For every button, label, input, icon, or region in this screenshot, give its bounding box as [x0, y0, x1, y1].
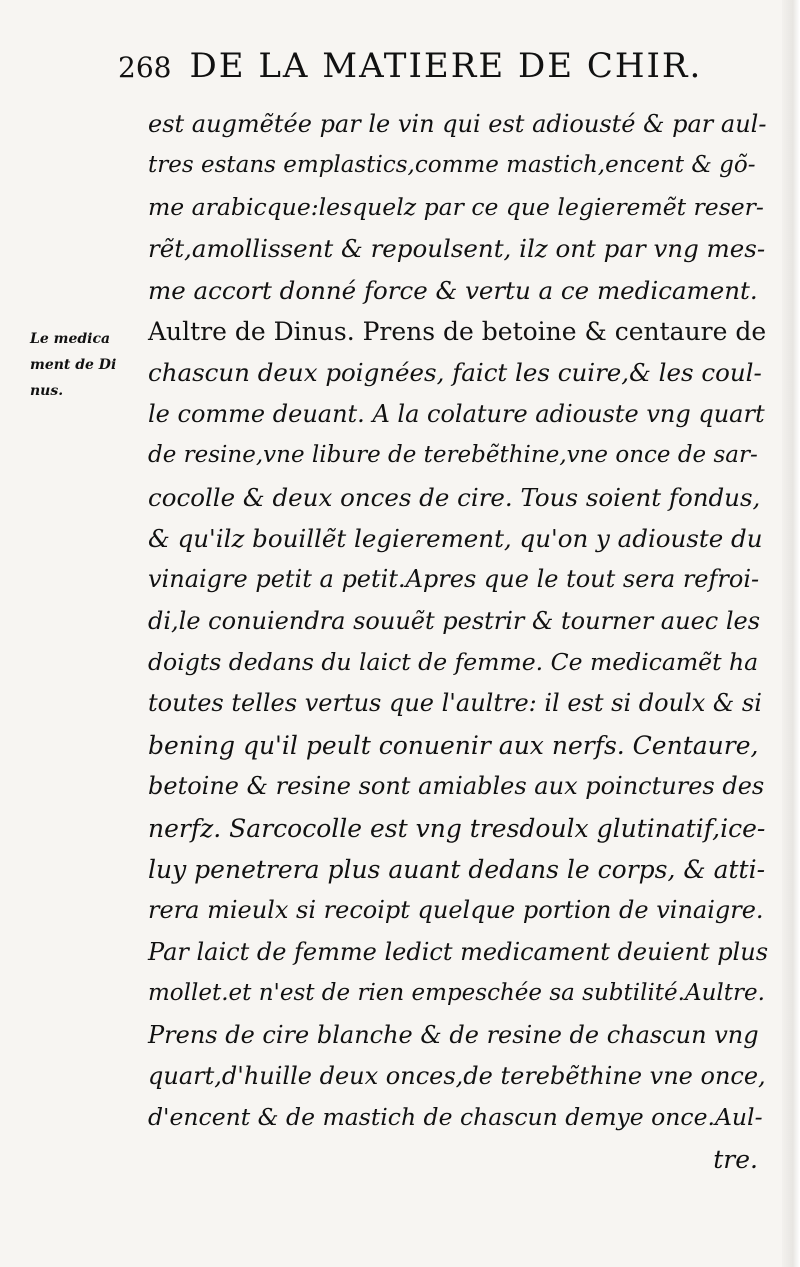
page-number: 268	[118, 51, 172, 84]
text-line: rẽt,amollissent & repoulsent, ilz ont par vng mes-	[148, 234, 766, 264]
text-line: vinaigre petit a petit.Apres que le tout sera refroi-	[148, 565, 760, 594]
text-line: de resine,vne libure de terebẽthine,vne once de sar-	[148, 442, 758, 469]
text-line: & qu'ilz bouillẽt legierement, qu'on y adiouste du	[148, 523, 763, 553]
margin-note-line: nus.	[30, 383, 64, 399]
text-line: me accort donné force & vertu a ce medicament.	[148, 275, 758, 305]
margin-note	[30, 326, 142, 404]
text-line: tres estans emplastics,comme mastich,encent & gõ-	[148, 152, 756, 179]
page-edge	[782, 0, 800, 1267]
body-text	[148, 104, 768, 1180]
text-line: Prens de cire blanche & de resine de chascun vng	[148, 1020, 759, 1049]
text-line: di,le conuiendra souuẽt pestrir & tourner auec les	[148, 606, 761, 635]
text-line: d'encent & de mastich de chascun demye once.Aul-	[148, 1103, 763, 1132]
text-line: Par laict de femme ledict medicament deuient plus	[148, 937, 769, 966]
page-header	[118, 46, 702, 86]
text-line: me arabicque:lesquelz par ce que legieremẽt reser-	[148, 192, 764, 221]
catchword: tre.	[713, 1144, 758, 1174]
text-line: luy penetrera plus auant dedans le corps, & atti-	[148, 855, 766, 885]
text-line: cocolle & deux onces de cire. Tous soient fondus,	[148, 482, 761, 512]
text-line: doigts dedans du laict de femme. Ce medicamẽt ha	[148, 648, 759, 677]
text-line: chascun deux poignées, faict les cuire,& les coul-	[148, 358, 762, 388]
text-line: bening qu'il peult conuenir aux nerfs. Centaure,	[148, 730, 759, 760]
text-line: mollet.et n'est de rien empeschée sa subtilité.Aultre.	[148, 980, 765, 1007]
text-line: est augmẽtée par le vin qui est adiousté & par aul-	[148, 110, 767, 138]
text-line: toutes telles vertus que l'aultre: il est si doulx & si	[148, 689, 762, 718]
text-line: nerfz. Sarcocolle est vng tresdoulx glutinatif,ice-	[148, 813, 766, 843]
text-line: Aultre de Dinus. Prens de betoine & centaure de	[148, 316, 767, 346]
margin-note-line: Le medica	[30, 331, 111, 347]
text-line: le comme deuant. A la colature adiouste vng quart	[148, 399, 765, 428]
text-line: rera mieulx si recoipt quelque portion de vinaigre.	[148, 896, 764, 925]
margin-note-line: ment de Di	[30, 357, 117, 373]
text-line: quart,d'huille deux onces,de terebẽthine vne once,	[148, 1061, 766, 1090]
running-title: DE LA MATIERE DE CHIR.	[189, 46, 703, 86]
text-line: betoine & resine sont amiables aux poinctures des	[148, 772, 765, 801]
